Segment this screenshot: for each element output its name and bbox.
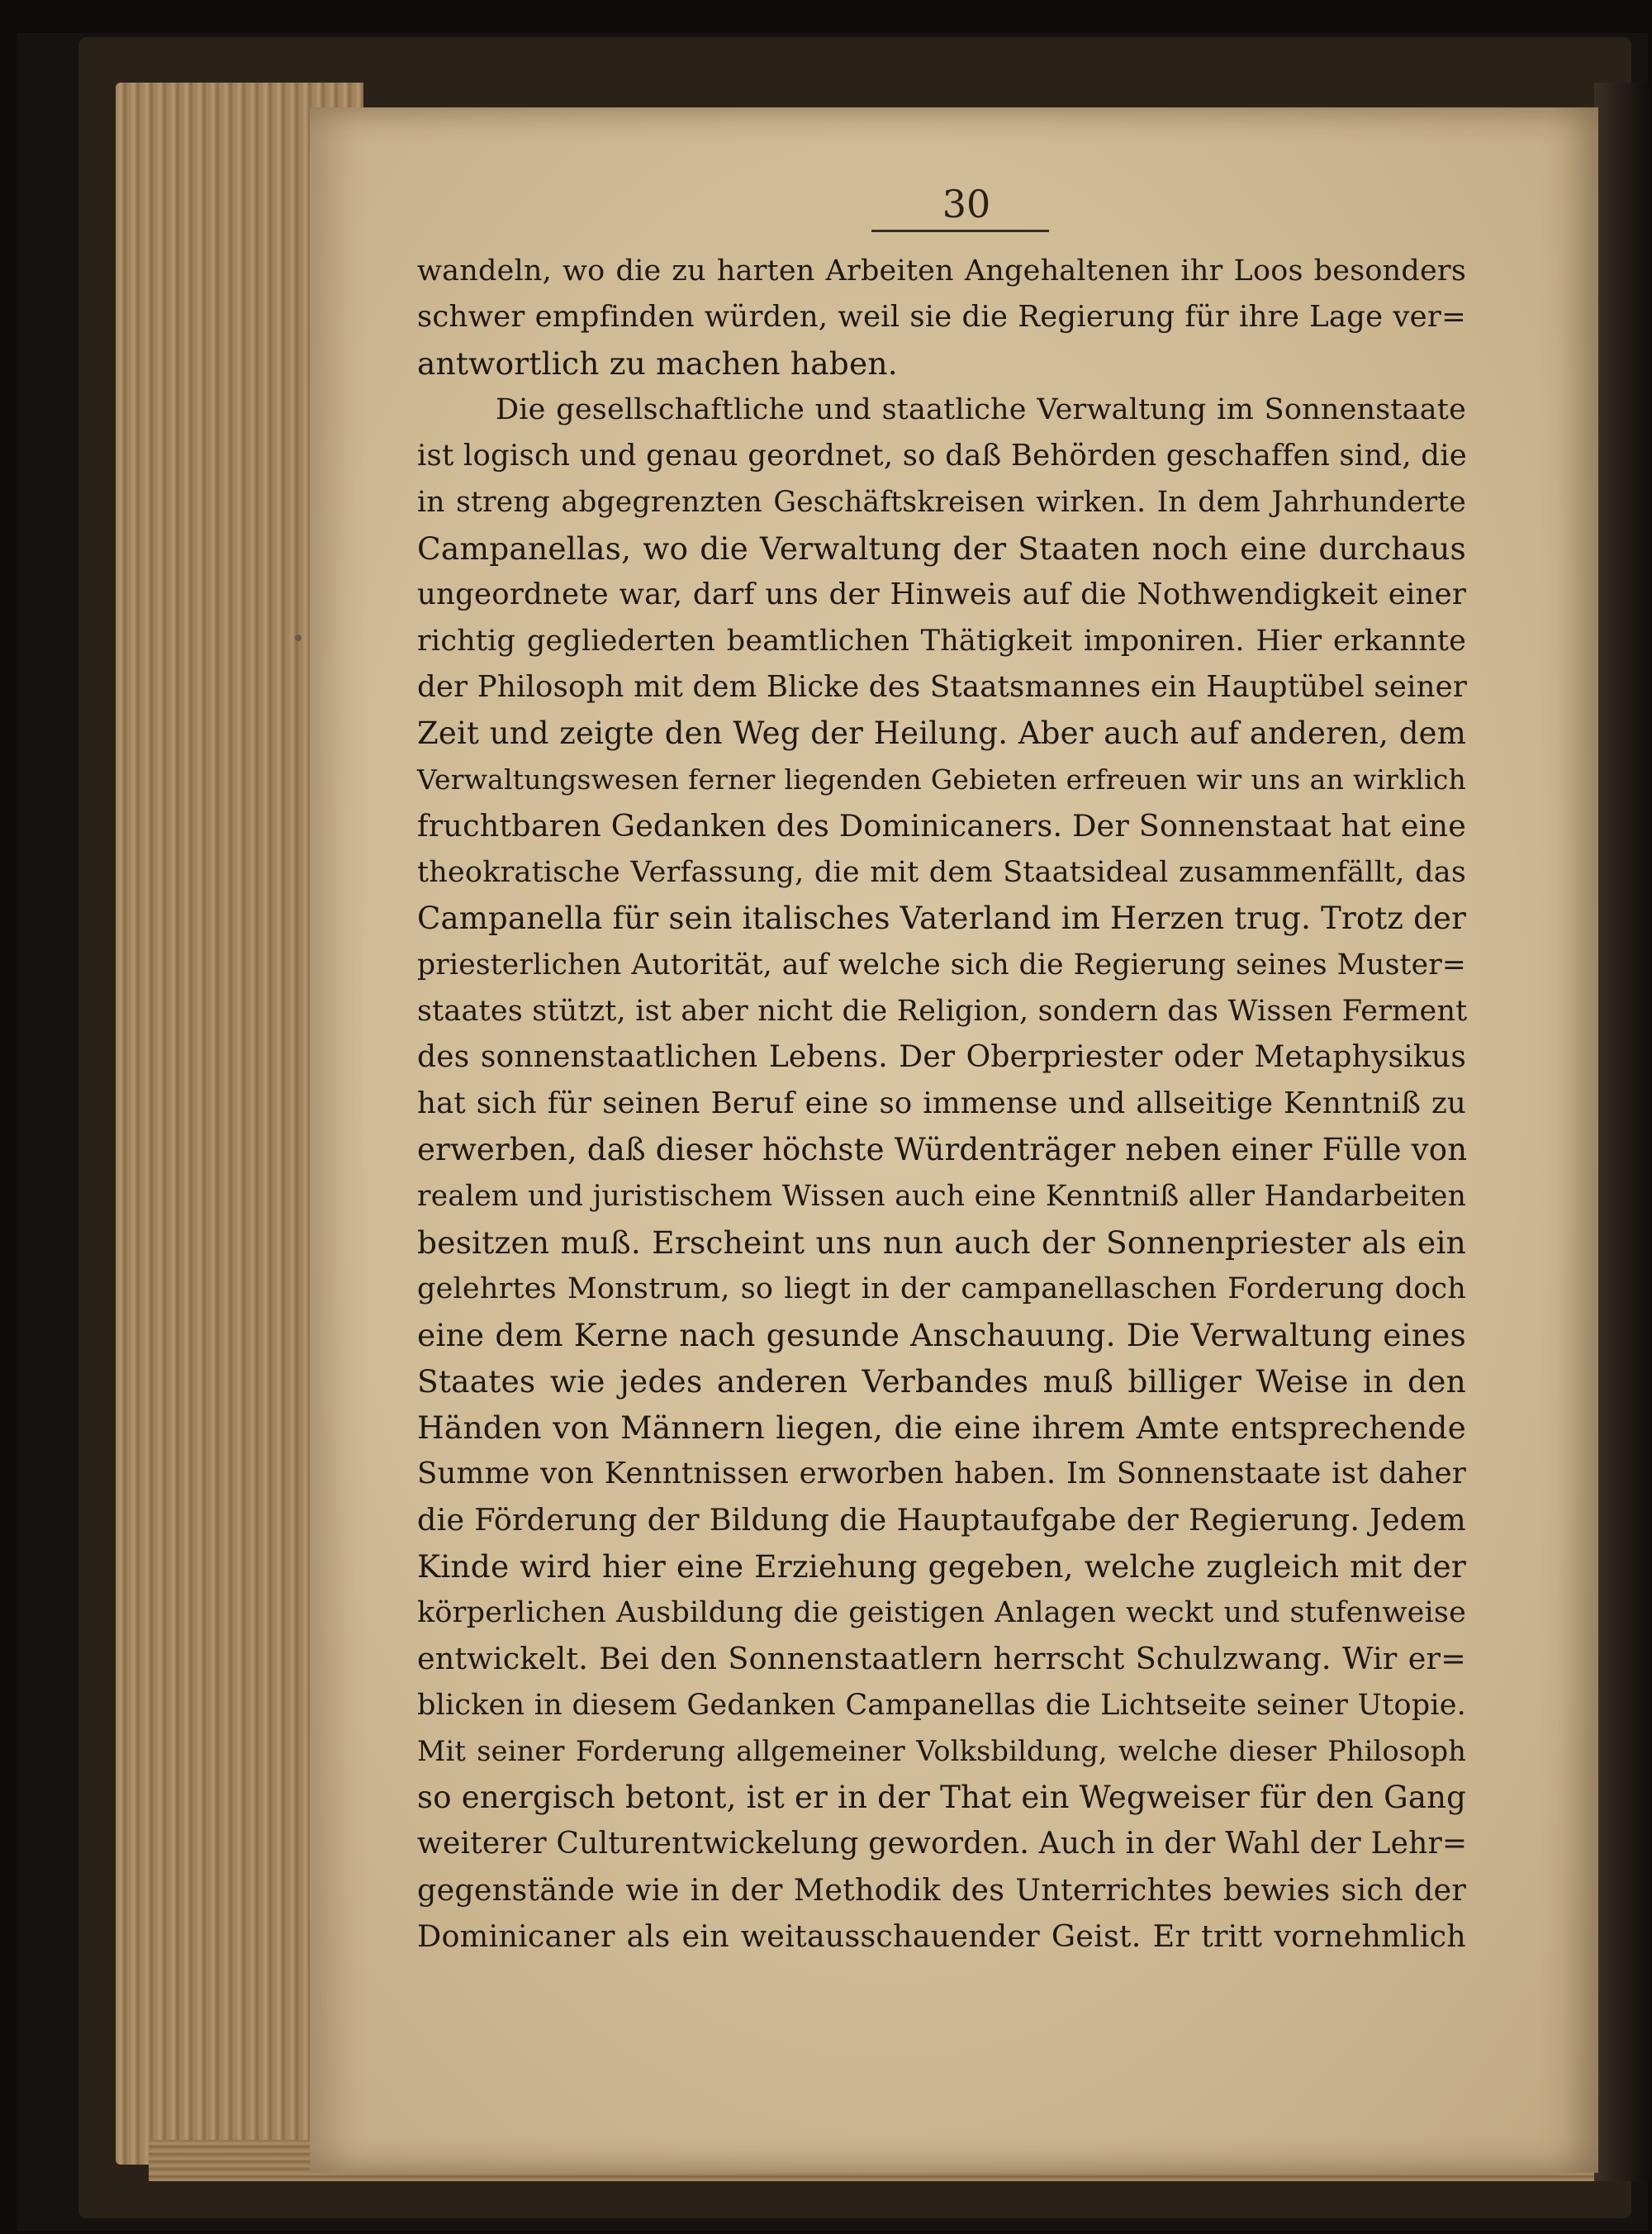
margin-mark <box>295 635 301 641</box>
text-line: richtig gegliederten beamtlichen Thätigkeit imponiren. Hier erkannte <box>417 625 1466 658</box>
facing-page-edge <box>1594 83 1652 2181</box>
text-line: wandeln, wo die zu harten Arbeiten Angehaltenen ihr Loos besonders <box>417 254 1466 288</box>
text-line: Campanella für sein italisches Vaterland im Herzen trug. Trotz der <box>417 901 1466 936</box>
text-line: Kinde wird hier eine Erziehung gegeben, welche zugleich mit der <box>417 1548 1466 1585</box>
text-line: Verwaltungswesen ferner liegenden Gebieten erfreuen wir uns an wirklich <box>417 763 1466 796</box>
text-line: priesterlichen Autorität, auf welche sich die Regierung seines Muster= <box>417 948 1466 982</box>
text-line: staates stützt, ist aber nicht die Religion, sondern das Wissen Ferment <box>417 995 1468 1028</box>
text-line: Campanellas, wo die Verwaltung der Staaten noch eine durchaus <box>417 530 1466 567</box>
text-line: die Förderung der Bildung die Hauptaufgabe der Regierung. Jedem <box>417 1502 1466 1538</box>
text-line: gegenstände wie in der Methodik des Unterrichtes bewies sich der <box>417 1872 1466 1908</box>
text-line: theokratische Verfassung, die mit dem Staatsideal zusammenfällt, das <box>417 856 1466 889</box>
text-line: schwer empfinden würden, weil sie die Regierung für ihre Lage ver= <box>417 300 1466 334</box>
text-line: weiterer Culturentwickelung geworden. Auch in der Wahl der Lehr= <box>417 1827 1468 1861</box>
text-line: erwerben, daß dieser höchste Würdenträger neben einer Fülle von <box>417 1132 1468 1167</box>
text-line: körperlichen Ausbildung die geistigen Anlagen weckt und stufenweise <box>417 1596 1466 1629</box>
text-line: in streng abgegrenzten Geschäftskreisen wirken. In dem Jahrhunderte <box>417 486 1466 519</box>
text-line: eine dem Kerne nach gesunde Anschauung. Die Verwaltung eines <box>417 1317 1466 1353</box>
header-rule <box>871 230 1049 232</box>
text-line: der Philosoph mit dem Blicke des Staatsmannes ein Hauptübel seiner <box>417 670 1468 704</box>
text-line: Summe von Kenntnissen erworben haben. Im Sonnenstaate ist daher <box>417 1457 1466 1490</box>
text-line: Zeit und zeigte den Weg der Heilung. Aber auch auf anderen, dem <box>417 715 1466 751</box>
text-line: des sonnenstaatlichen Lebens. Der Oberpriester oder Metaphysikus <box>417 1040 1466 1074</box>
text-line: ist logisch und genau geordnet, so daß Behörden geschaffen sind, die <box>417 439 1467 473</box>
text-line: Händen von Männern liegen, die eine ihrem Amte entsprechende <box>417 1409 1466 1446</box>
page-number: 30 <box>942 182 991 226</box>
text-line: antwortlich zu machen haben. <box>417 345 898 382</box>
text-line: so energisch betont, ist er in der That ein Wegweiser für den Gang <box>417 1780 1466 1815</box>
text-line: besitzen muß. Erscheint uns nun auch der Sonnenpriester als ein <box>417 1224 1466 1261</box>
text-line: gelehrtes Monstrum, so liegt in der campanellaschen Forderung doch <box>417 1272 1466 1305</box>
text-line: fruchtbaren Gedanken des Dominicaners. Der Sonnenstaat hat eine <box>417 808 1467 844</box>
text-line: blicken in diesem Gedanken Campanellas die Lichtseite seiner Utopie. <box>417 1689 1466 1722</box>
text-line: Die gesellschaftliche und staatliche Verwaltung im Sonnenstaate <box>496 393 1466 426</box>
text-line: entwickelt. Bei den Sonnenstaatlern herrscht Schulzwang. Wir er= <box>417 1641 1466 1676</box>
text-line: realem und juristischem Wissen auch eine Kenntniß aller Handarbeiten <box>417 1180 1466 1213</box>
text-line: Dominicaner als ein weitausschauender Geist. Er tritt vornehmlich <box>417 1918 1466 1954</box>
text-line: ungeordnete war, darf uns der Hinweis auf die Nothwendigkeit einer <box>417 578 1466 611</box>
text-line: hat sich für seinen Beruf eine so immense und allseitige Kenntniß zu <box>417 1086 1466 1120</box>
text-line: Staates wie jedes anderen Verbandes muß billiger Weise in den <box>417 1363 1466 1400</box>
text-line: Mit seiner Forderung allgemeiner Volksbildung, welche dieser Philosoph <box>417 1735 1466 1767</box>
